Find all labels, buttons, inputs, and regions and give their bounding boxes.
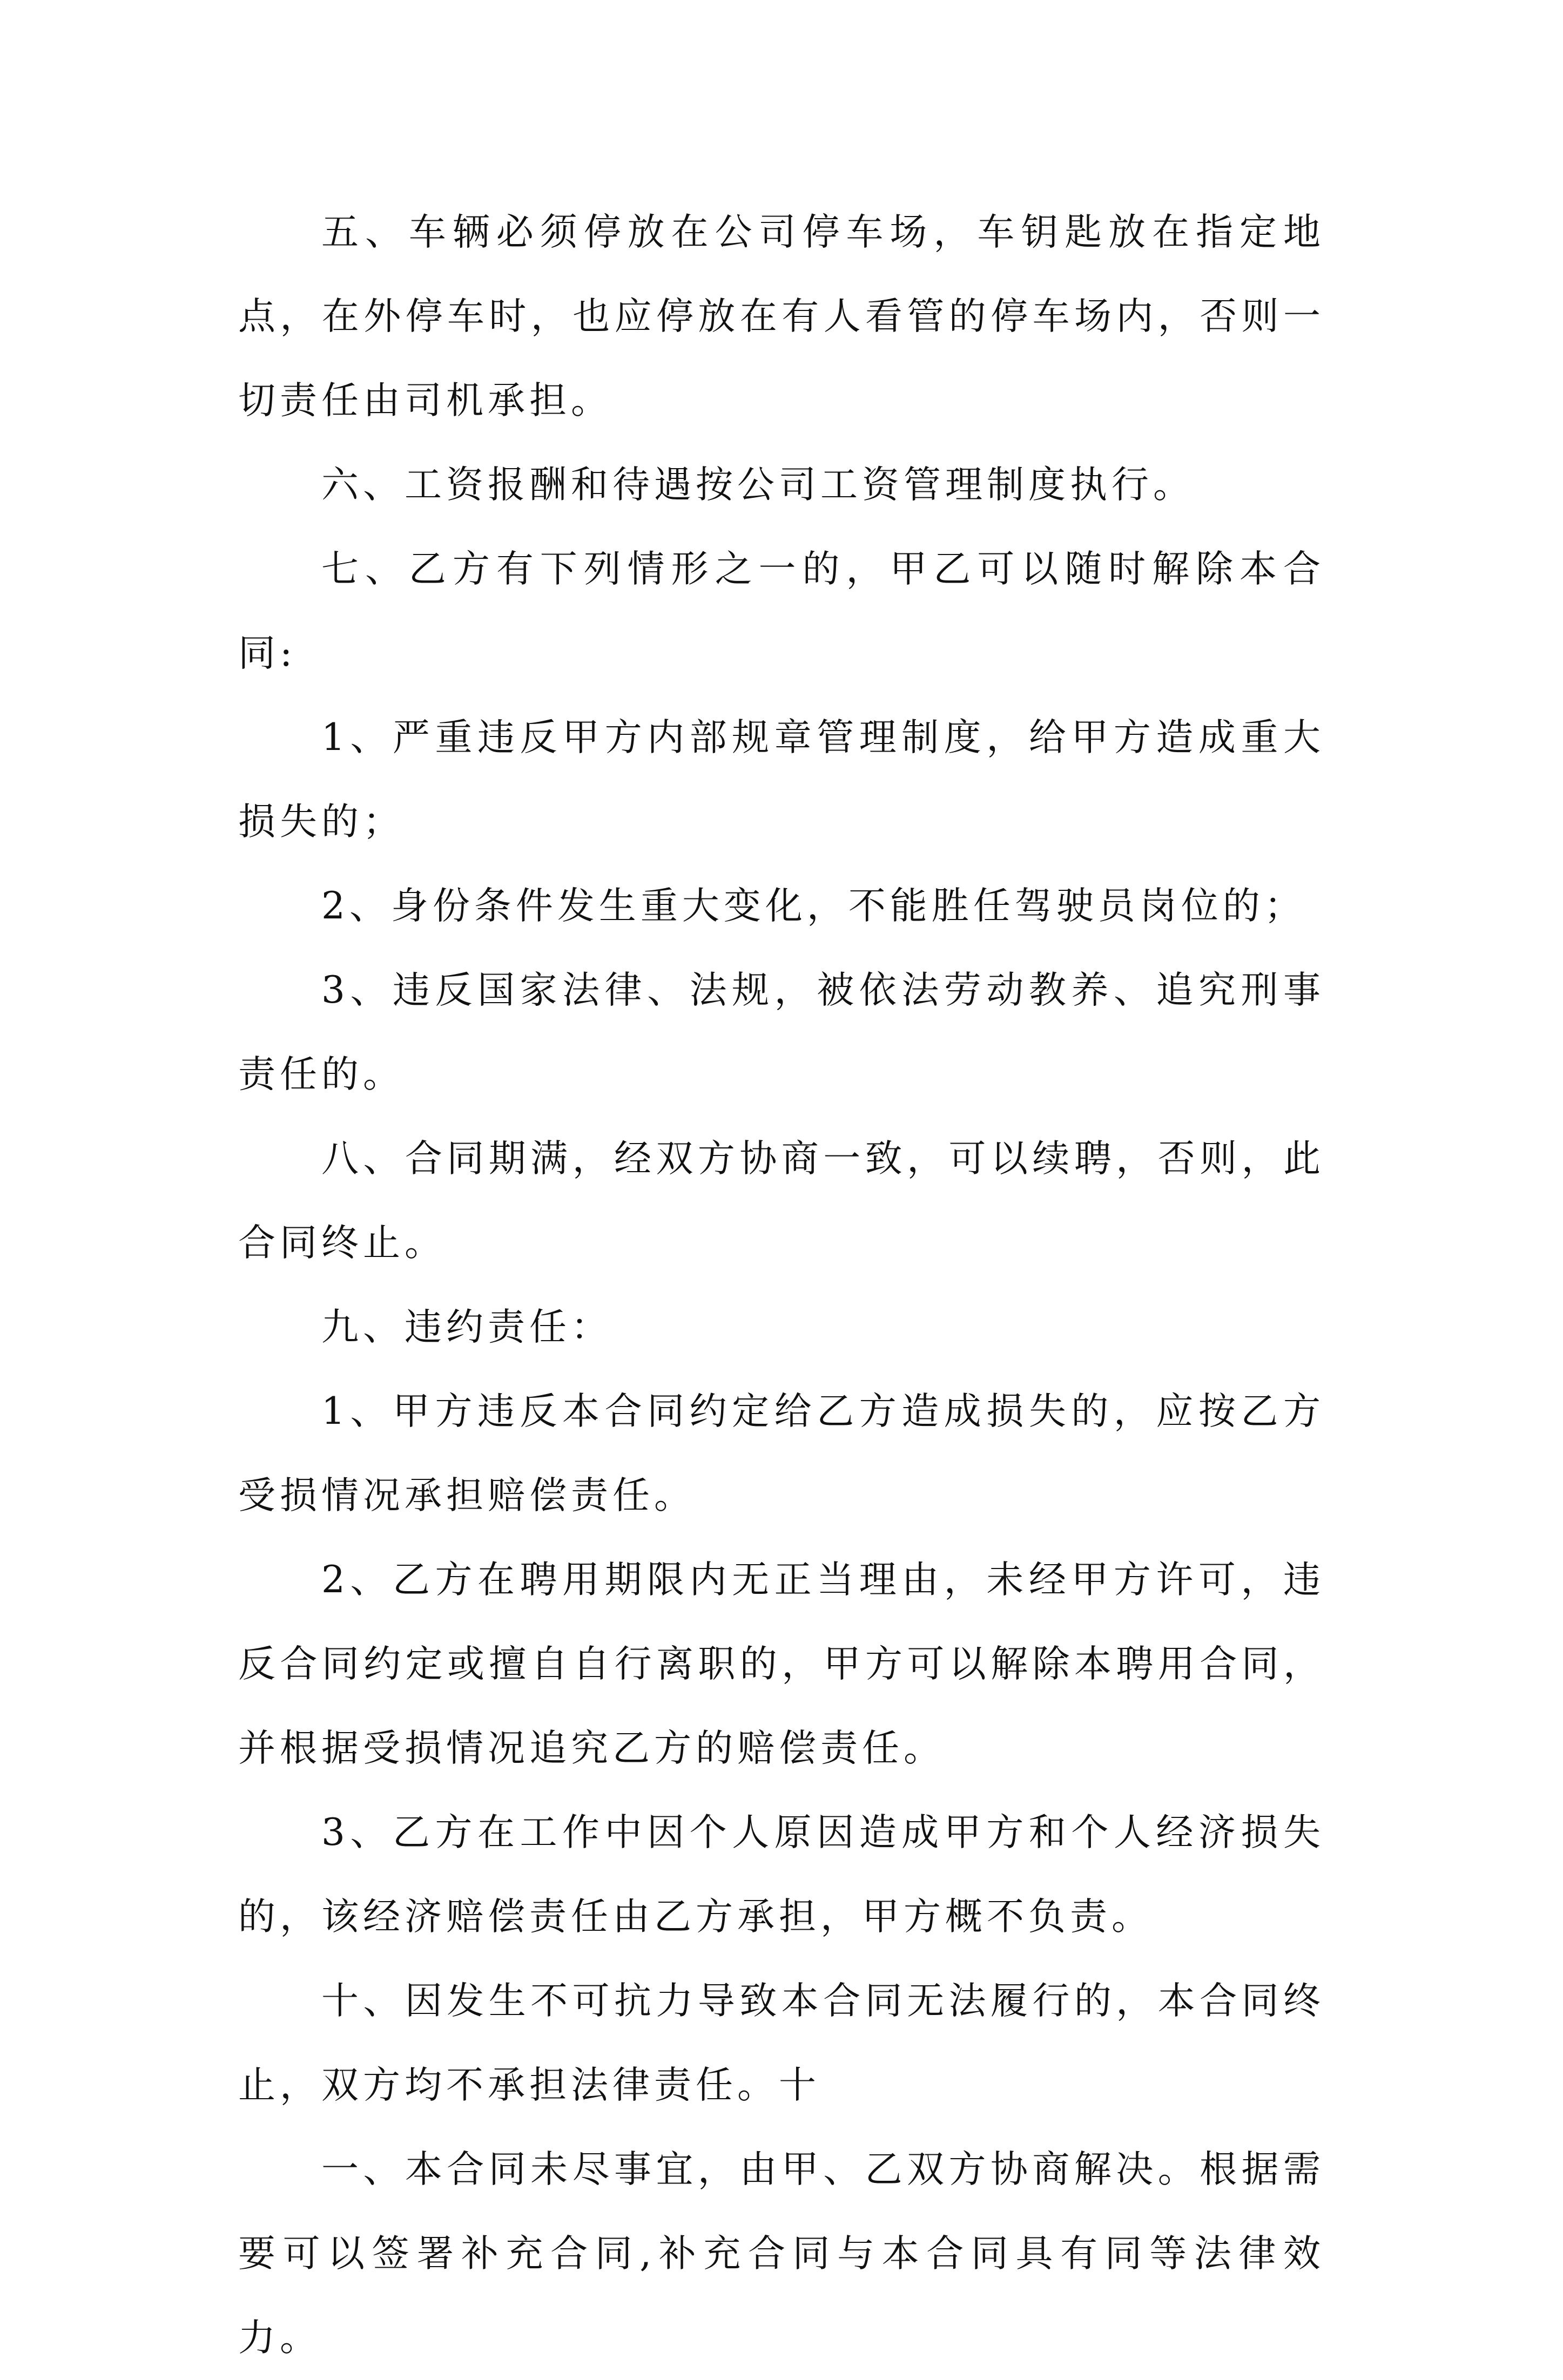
clause-7-item-1: 1、严重违反甲方内部规章管理制度，给甲方造成重大损失的； bbox=[238, 716, 1325, 843]
clause-5-parking: 五、车辆必须停放在公司停车场，车钥匙放在指定地点，在外停车时，也应停放在有人看管的停车场内，否则一切责任由司机承担。 bbox=[238, 211, 1325, 422]
clause-9-item-2: 2、乙方在聘用期限内无正当理由，未经甲方许可，违反合同约定或擅自自行离职的，甲方可以解除本聘用合同，并根据受损情况追究乙方的赔偿责任。 bbox=[238, 1558, 1325, 1770]
clause-7-item-2: 2、身份条件发生重大变化，不能胜任驾驶员岗位的； bbox=[321, 884, 1306, 928]
clause-9-item-3: 3、乙方在工作中因个人原因造成甲方和个人经济损失的，该经济赔偿责任由乙方承担，甲方概不负责。 bbox=[238, 1811, 1325, 1938]
clause-7-termination: 七、乙方有下列情形之一的，甲乙可以随时解除本合同: bbox=[238, 547, 1325, 675]
clause-8-expiry: 八、合同期满，经双方协商一致，可以续聘，否则，此合同终止。 bbox=[238, 1137, 1325, 1265]
clause-6-salary: 六、工资报酬和待遇按公司工资管理制度执行。 bbox=[321, 463, 1195, 506]
clause-9-liability: 九、违约责任： bbox=[321, 1306, 612, 1349]
document-body bbox=[238, 190, 1325, 2380]
clause-9-item-1: 1、甲方违反本合同约定给乙方造成损失的，应按乙方受损情况承担赔偿责任。 bbox=[238, 1390, 1325, 1517]
clause-7-item-3: 3、违反国家法律、法规，被依法劳动教养、追究刑事责任的。 bbox=[238, 969, 1325, 1096]
clause-10-force-majeure: 十、因发生不可抗力导致本合同无法履行的，本合同终止，双方均不承担法律责任。十 bbox=[238, 1979, 1325, 2107]
clause-11-supplementary: 一、本合同未尽事宜，由甲、乙双方协商解决。根据需要可以签署补充合同,补充合同与本合同具有同等法律效力。 bbox=[238, 2148, 1325, 2359]
